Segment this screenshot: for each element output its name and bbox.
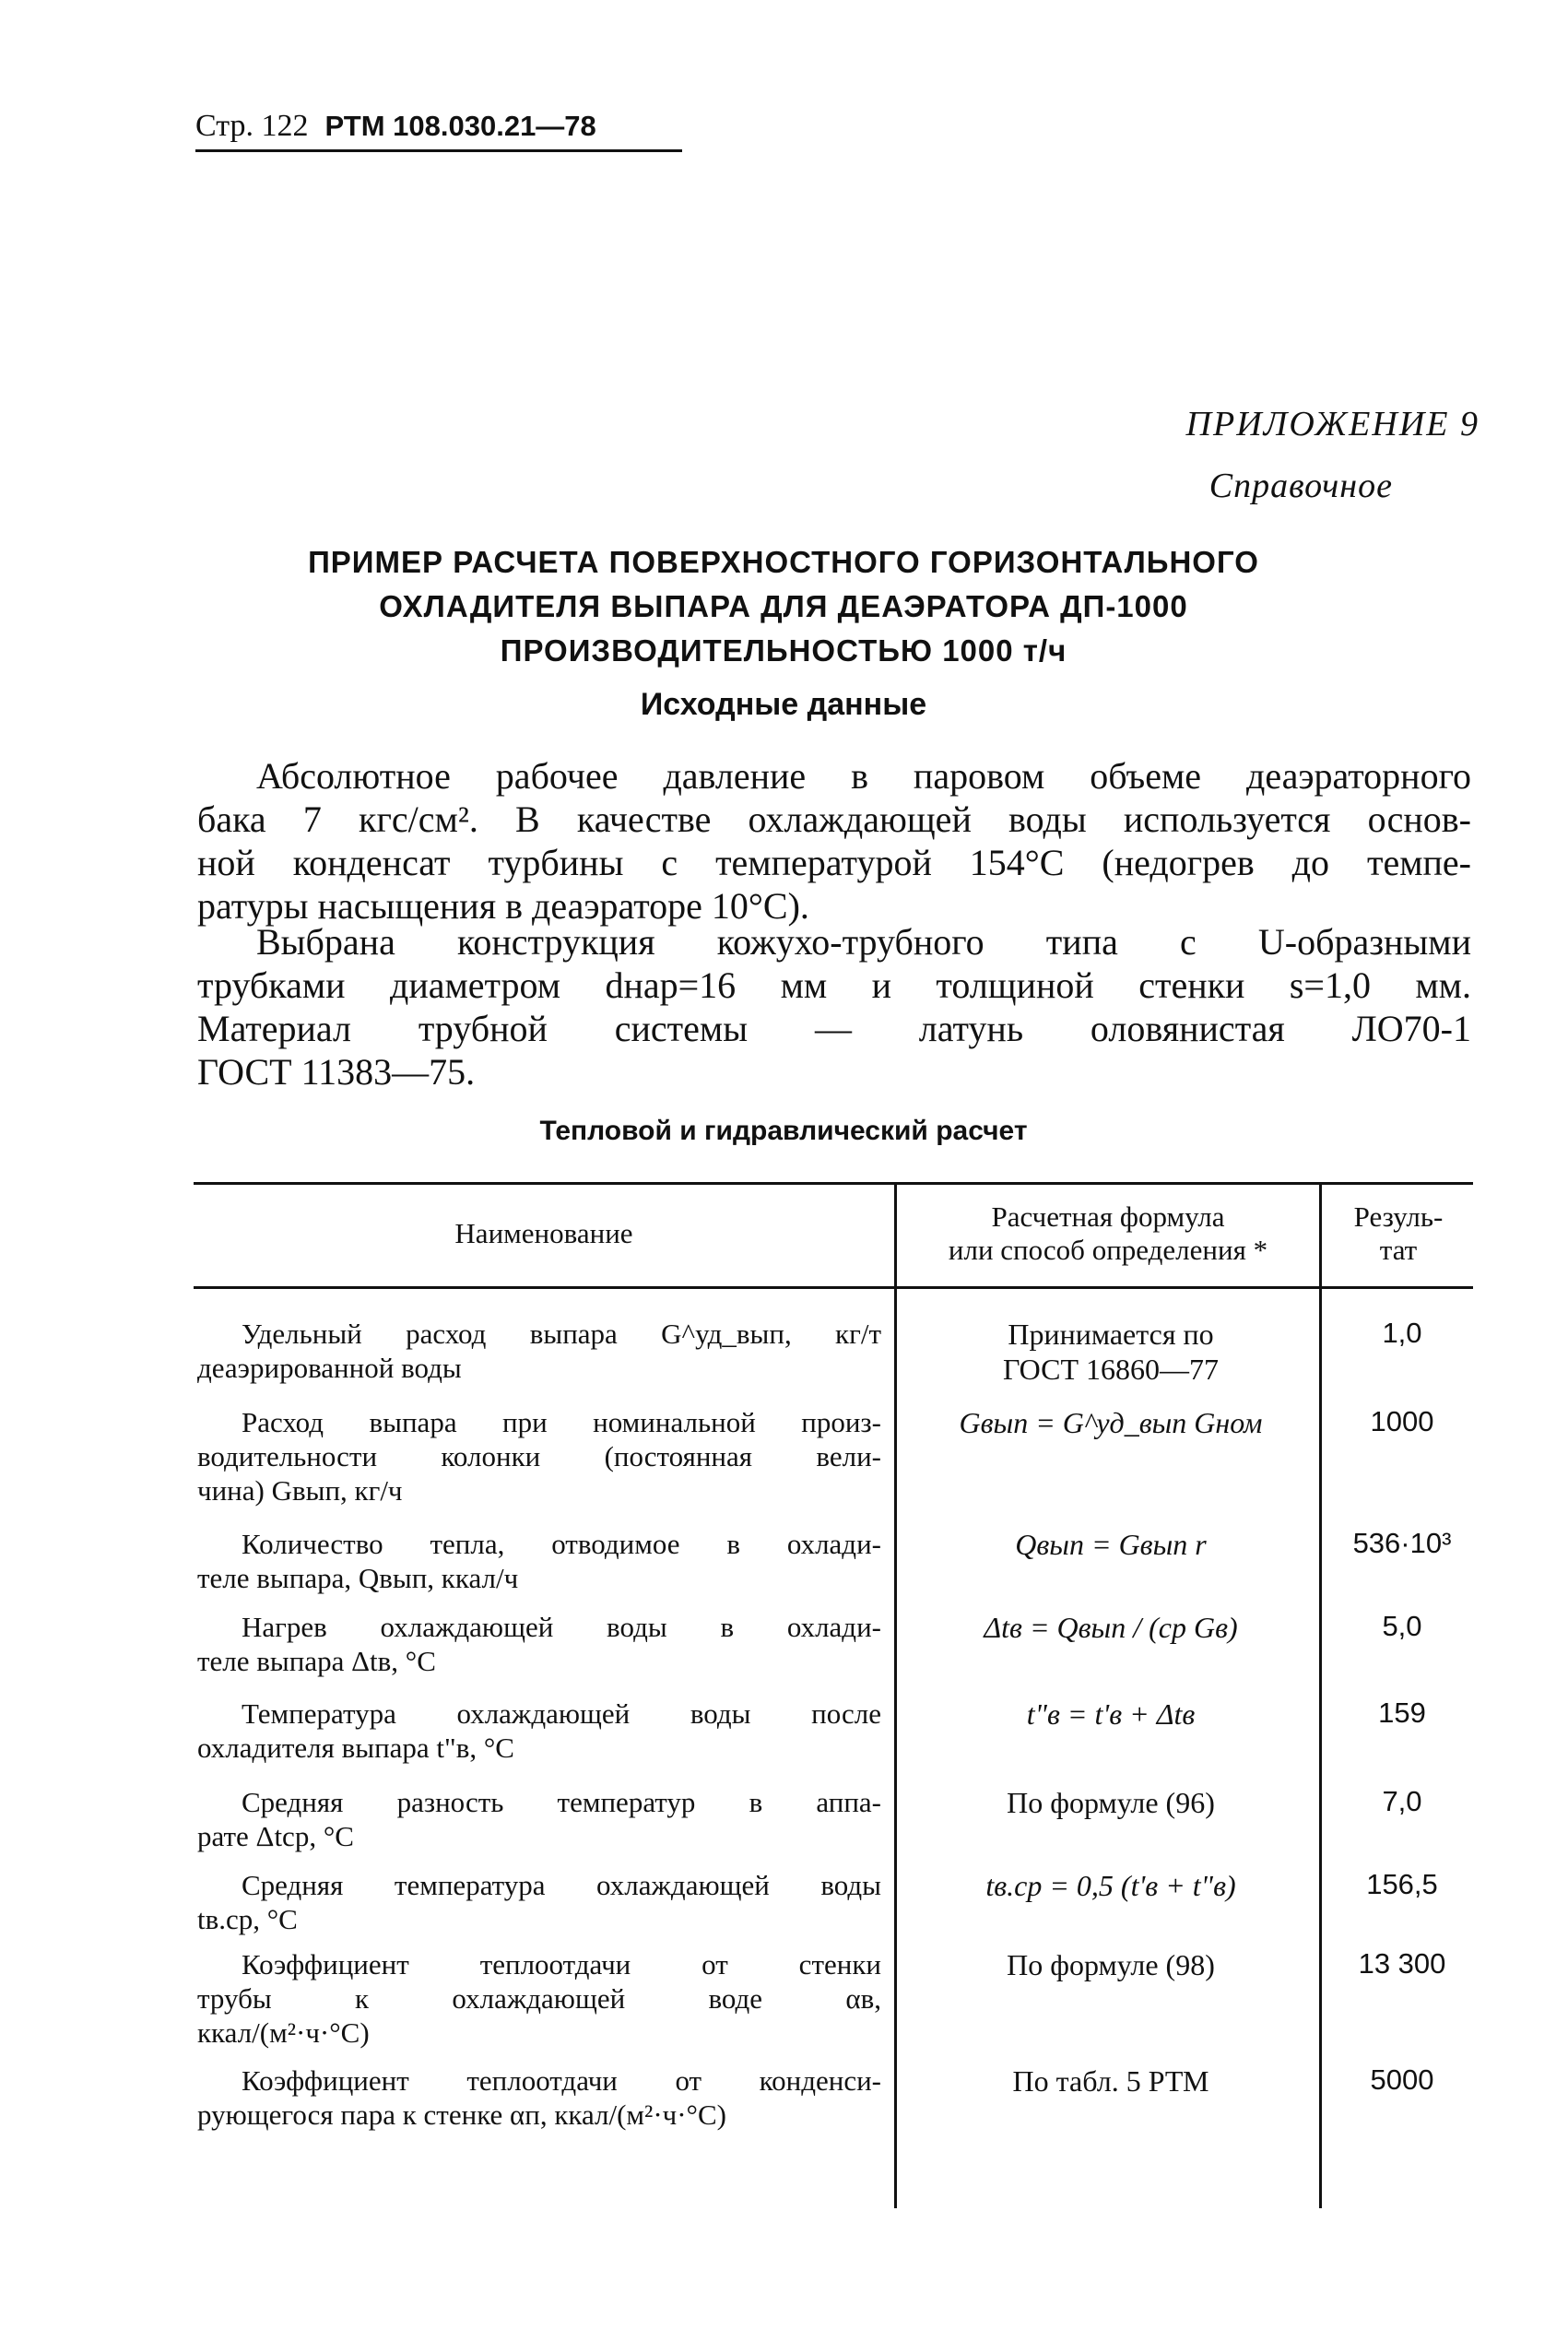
table-row-formula: t"в = t'в + Δtв <box>1026 1697 1196 1731</box>
document-code: РТМ 108.030.21—78 <box>324 110 596 142</box>
table-row-formula: Gвып = G^уд_вып Gном <box>959 1406 1263 1439</box>
row-name-line: рате Δtср, °С <box>197 1820 354 1852</box>
row-name-line: теле выпара Δtв, °С <box>197 1645 436 1677</box>
row-formula-line: Принимается по <box>1008 1318 1214 1351</box>
paragraph-line: Выбрана конструкция кожухо-трубного типа с U-образными <box>256 921 1471 963</box>
row-name-line: Нагрев охлаждающей воды в охлади- <box>242 1611 881 1643</box>
title-line-1: ПРИМЕР РАСЧЕТА ПОВЕРХНОСТНОГО ГОРИЗОНТАЛЬНОГО <box>308 545 1259 579</box>
document-title <box>194 540 1373 673</box>
table-row-result: 5000 <box>1370 2063 1434 2096</box>
appendix-type: Справочное <box>1208 467 1393 505</box>
table-top-rule <box>194 1182 1473 1185</box>
table-row-result: 536·10³ <box>1352 1527 1452 1559</box>
paragraph-line: Абсолютное рабочее давление в паровом объеме деаэраторного <box>256 755 1471 797</box>
table-row-result: 159 <box>1378 1697 1426 1729</box>
table-row-name <box>197 1697 881 1765</box>
table-row-result: 1000 <box>1370 1405 1434 1437</box>
table-row-name <box>197 1610 881 1678</box>
table-row-name <box>197 2063 881 2132</box>
column-header-formula-line-2: или способ определения * <box>948 1234 1268 1266</box>
appendix-label: ПРИЛОЖЕНИЕ 9 <box>1185 405 1480 443</box>
paragraph-initial-data <box>197 754 1471 928</box>
table-row-name <box>197 1527 881 1595</box>
table-row-formula: По табл. 5 РТМ <box>1012 2064 1209 2098</box>
page-header <box>195 109 596 144</box>
table-header-rule <box>194 1286 1473 1289</box>
table-row-name <box>197 1405 881 1507</box>
row-name-line: Расход выпара при номинальной произ- <box>242 1406 881 1438</box>
column-header-result-line-1: Резуль- <box>1353 1200 1444 1233</box>
table-row-result: 156,5 <box>1366 1868 1438 1900</box>
table-row-result: 1,0 <box>1382 1317 1422 1349</box>
row-name-line: теле выпара, Qвып, ккал/ч <box>197 1562 519 1594</box>
paragraph-line: ратуры насыщения в деаэраторе 10°С). <box>197 885 809 927</box>
row-name-line: ккал/(м²·ч·°С) <box>197 2016 370 2049</box>
row-name-line: Коэффициент теплоотдачи от конденси- <box>242 2064 881 2097</box>
row-name-line: деаэрированной воды <box>197 1352 462 1384</box>
table-row-name <box>197 1785 881 1853</box>
table-row-formula: tв.ср = 0,5 (t'в + t"в) <box>985 1869 1236 1902</box>
table-row-result: 7,0 <box>1382 1785 1422 1817</box>
row-name-line: Количество тепла, отводимое в охлади- <box>242 1528 881 1560</box>
table-row-formula: Δtв = Qвып / (cр Gв) <box>984 1611 1238 1644</box>
section-heading: Исходные данные <box>640 687 927 722</box>
table-row-formula: Qвып = Gвып r <box>1015 1528 1207 1561</box>
column-header-result-line-2: тат <box>1379 1234 1418 1266</box>
column-header-formula <box>897 1200 1319 1267</box>
column-header-formula-line-1: Расчетная формула <box>991 1200 1225 1233</box>
title-line-2: ОХЛАДИТЕЛЯ ВЫПАРА ДЛЯ ДЕАЭРАТОРА ДП-1000 <box>379 589 1188 623</box>
paragraph-line: ГОСТ 11383—75. <box>197 1051 476 1093</box>
column-header-result <box>1322 1200 1475 1267</box>
table-row-name <box>197 1947 881 2050</box>
table-row-name <box>197 1868 881 1936</box>
row-name-line: Коэффициент теплоотдачи от стенки <box>242 1948 881 1980</box>
row-name-line: Температура охлаждающей воды после <box>242 1697 881 1730</box>
paragraph-line: ной конденсат турбины с температурой 154°С (недогрев до темпе- <box>197 842 1471 883</box>
table-row-formula <box>903 1317 1318 1387</box>
row-name-line: tв.ср, °С <box>197 1903 298 1935</box>
column-header-name: Наименование <box>454 1217 633 1249</box>
header-underline <box>195 149 682 152</box>
table-row-formula: По формуле (96) <box>1007 1786 1215 1819</box>
row-formula-line: ГОСТ 16860—77 <box>1002 1353 1220 1386</box>
row-name-line: водительности колонки (постоянная вели- <box>197 1440 881 1472</box>
table-column-divider-2 <box>1319 1182 1322 2208</box>
row-name-line: трубы к охлаждающей воде αв, <box>197 1982 881 2015</box>
table-row-result: 5,0 <box>1382 1610 1422 1642</box>
row-name-line: рующегося пара к стенке αп, ккал/(м²·ч·°С) <box>197 2099 726 2131</box>
paragraph-line: трубками диаметром dнар=16 мм и толщиной стенки s=1,0 мм. <box>197 964 1471 1006</box>
page-label: Стр. 122 <box>195 109 309 143</box>
table-row-result: 13 300 <box>1358 1947 1446 1980</box>
paragraph-line: бака 7 кгс/см². В качестве охлаждающей воды используется основ- <box>197 798 1471 840</box>
table-column-divider-1 <box>894 1182 897 2208</box>
row-name-line: Средняя температура охлаждающей воды <box>242 1869 881 1901</box>
paragraph-line: Материал трубной системы — латунь оловянистая ЛО70-1 <box>197 1008 1471 1049</box>
row-name-line: Удельный расход выпара G^уд_вып, кг/т <box>242 1318 881 1350</box>
title-line-3: ПРОИЗВОДИТЕЛЬНОСТЬЮ 1000 т/ч <box>500 633 1067 668</box>
row-name-line: чина) Gвып, кг/ч <box>197 1474 403 1507</box>
table-row-formula: По формуле (98) <box>1007 1948 1215 1981</box>
paragraph-construction <box>197 920 1471 1094</box>
table-title: Тепловой и гидравлический расчет <box>539 1116 1028 1146</box>
row-name-line: Средняя разность температур в аппа- <box>242 1786 881 1818</box>
row-name-line: охладителя выпара t"в, °С <box>197 1732 514 1764</box>
table-row-name <box>197 1317 881 1385</box>
